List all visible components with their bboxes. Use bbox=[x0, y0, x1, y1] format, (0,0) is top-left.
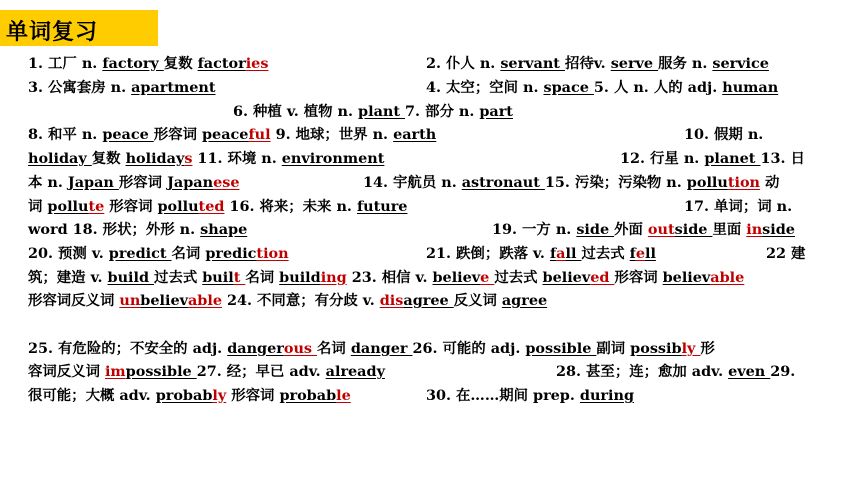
answer-suffix: tion bbox=[256, 245, 289, 262]
answer-suffix: un bbox=[119, 292, 141, 309]
answer-blank: believ bbox=[542, 269, 591, 286]
prompt-text: 23. 相信 v. bbox=[346, 269, 433, 286]
prompt-text: 复数 bbox=[91, 150, 126, 167]
prompt-text: 形容词 bbox=[226, 387, 280, 404]
vocab-line bbox=[766, 244, 805, 264]
answer-blank: Japan bbox=[67, 174, 119, 191]
prompt-text: 30. 在……期间 prep. bbox=[426, 387, 580, 404]
answer-blank: future bbox=[356, 198, 408, 215]
prompt-text: 招待v. bbox=[564, 55, 611, 72]
prompt-text: 形容词 bbox=[118, 174, 168, 191]
page-title: 单词复习 bbox=[6, 20, 99, 45]
answer-blank: space bbox=[543, 79, 594, 96]
prompt-text: 动 bbox=[760, 174, 780, 191]
answer-suffix: ous bbox=[283, 340, 318, 357]
vocab-line bbox=[28, 197, 407, 217]
prompt-text: 形容词 bbox=[104, 198, 158, 215]
answer-suffix: im bbox=[104, 363, 126, 380]
answer-suffix: a bbox=[556, 245, 566, 262]
answer-suffix: ese bbox=[213, 174, 240, 191]
vocab-line bbox=[28, 362, 385, 382]
answer-blank: holiday bbox=[28, 150, 92, 167]
answer-suffix: te bbox=[88, 198, 105, 215]
answer-suffix: ies bbox=[245, 55, 269, 72]
answer-blank: factor bbox=[197, 55, 246, 72]
answer-blank: predic bbox=[205, 245, 257, 262]
answer-suffix: ted bbox=[198, 198, 225, 215]
prompt-text: 29. bbox=[770, 363, 796, 380]
answer-suffix: out bbox=[647, 221, 675, 238]
answer-blank: part bbox=[479, 103, 513, 120]
answer-blank: human bbox=[722, 79, 779, 96]
answer-blank: peace bbox=[102, 126, 154, 143]
answer-suffix: ly bbox=[212, 387, 227, 404]
answer-blank: believ bbox=[662, 269, 711, 286]
vocab-line bbox=[620, 149, 805, 169]
answer-blank: already bbox=[325, 363, 385, 380]
vocab-line bbox=[556, 362, 795, 382]
vocab-line bbox=[363, 173, 779, 193]
prompt-text: 12. 行星 n. bbox=[620, 150, 705, 167]
prompt-text: 25. 有危险的；不安全的 adj. bbox=[28, 340, 228, 357]
vocab-line bbox=[28, 244, 289, 264]
prompt-text: 24. 不同意；有分歧 v. bbox=[221, 292, 380, 309]
answer-blank: f bbox=[549, 245, 557, 262]
answer-blank: build bbox=[107, 269, 155, 286]
answer-blank: possib bbox=[630, 340, 682, 357]
answer-suffix: s bbox=[184, 150, 193, 167]
prompt-text: 6. 种植 v. 植物 n. bbox=[233, 103, 359, 120]
answer-blank: buil bbox=[202, 269, 234, 286]
answer-blank: plant bbox=[358, 103, 406, 120]
prompt-text: 容词反义词 bbox=[28, 363, 105, 380]
answer-blank: danger bbox=[227, 340, 284, 357]
answer-blank: apartment bbox=[131, 79, 216, 96]
vocab-line bbox=[426, 244, 656, 264]
prompt-text: 副词 bbox=[596, 340, 631, 357]
answer-blank: planet bbox=[704, 150, 761, 167]
vocab-line bbox=[426, 78, 778, 98]
answer-suffix: ed bbox=[590, 269, 615, 286]
prompt-text: 过去式 bbox=[494, 269, 543, 286]
prompt-text: 筑；建造 v. bbox=[28, 269, 108, 286]
prompt-text: 形容词 bbox=[614, 269, 663, 286]
vocab-line bbox=[492, 220, 795, 240]
vocab-line bbox=[28, 173, 239, 193]
answer-blank: Japan bbox=[167, 174, 214, 191]
answer-blank: believ bbox=[140, 292, 188, 309]
answer-suffix: in bbox=[746, 221, 763, 238]
prompt-text: 17. 单词；词 n. bbox=[684, 198, 793, 215]
prompt-text: 反义词 bbox=[453, 292, 502, 309]
answer-blank: ll bbox=[565, 245, 582, 262]
prompt-text: 28. 甚至；连；愈加 adv. bbox=[556, 363, 729, 380]
answer-blank: predict bbox=[108, 245, 172, 262]
answer-blank: probab bbox=[279, 387, 337, 404]
prompt-text: 1. 工厂 n. bbox=[28, 55, 103, 72]
vocab-line bbox=[28, 291, 547, 311]
answer-suffix: e bbox=[635, 245, 645, 262]
answer-blank: environment bbox=[281, 150, 385, 167]
prompt-text: 10. 假期 n. bbox=[684, 126, 764, 143]
answer-blank: peace bbox=[201, 126, 249, 143]
prompt-text: 形 bbox=[700, 340, 715, 357]
prompt-text: 形容词反义词 bbox=[28, 292, 120, 309]
prompt-text: 名词 bbox=[171, 245, 206, 262]
vocab-line bbox=[28, 386, 351, 406]
prompt-text: 8. 和平 n. bbox=[28, 126, 103, 143]
prompt-text: 26. 可能的 adj. bbox=[412, 340, 526, 357]
prompt-text: 20. 预测 v. bbox=[28, 245, 109, 262]
vocab-line bbox=[426, 386, 634, 406]
answer-blank: build bbox=[279, 269, 321, 286]
answer-blank: shape bbox=[200, 221, 248, 238]
answer-blank: agree bbox=[403, 292, 454, 309]
vocab-line bbox=[28, 339, 715, 359]
prompt-text: 16. 将来；未来 n. bbox=[224, 198, 357, 215]
prompt-text: 2. 仆人 n. bbox=[426, 55, 501, 72]
answer-suffix: able bbox=[187, 292, 222, 309]
answer-suffix: e bbox=[480, 269, 495, 286]
answer-blank: pollu bbox=[157, 198, 199, 215]
answer-blank: side bbox=[576, 221, 615, 238]
prompt-text: 复数 bbox=[163, 55, 198, 72]
vocab-line bbox=[426, 54, 769, 74]
prompt-text: 外面 bbox=[614, 221, 648, 238]
answer-blank: even bbox=[728, 363, 771, 380]
prompt-text: 形容词 bbox=[153, 126, 202, 143]
answer-blank: pollu bbox=[47, 198, 89, 215]
answer-blank: holiday bbox=[125, 150, 185, 167]
answer-blank: agree bbox=[501, 292, 548, 309]
prompt-text: 名词 bbox=[245, 269, 280, 286]
vocab-line bbox=[684, 197, 792, 217]
prompt-text: 11. 环境 n. bbox=[192, 150, 282, 167]
answer-blank: ll bbox=[644, 245, 656, 262]
answer-blank: pollu bbox=[686, 174, 728, 191]
answer-blank: serve bbox=[610, 55, 659, 72]
answer-suffix: t bbox=[233, 269, 246, 286]
answer-blank: earth bbox=[393, 126, 437, 143]
prompt-text: 服务 n. bbox=[658, 55, 713, 72]
answer-suffix: ful bbox=[248, 126, 271, 143]
answer-blank: probab bbox=[155, 387, 213, 404]
answer-blank: servant bbox=[500, 55, 565, 72]
prompt-text: 过去式 bbox=[154, 269, 203, 286]
vocab-line bbox=[28, 268, 744, 288]
answer-blank: astronaut bbox=[461, 174, 545, 191]
prompt-text: 7. 部分 n. bbox=[405, 103, 480, 120]
answer-blank: f bbox=[629, 245, 636, 262]
answer-suffix: ly bbox=[681, 340, 701, 357]
vocab-line bbox=[233, 102, 513, 122]
prompt-text: word 18. 形状；外形 n. bbox=[28, 221, 201, 238]
answer-suffix: tion bbox=[727, 174, 761, 191]
answer-blank: side bbox=[762, 221, 795, 238]
answer-suffix: ing bbox=[320, 269, 347, 286]
prompt-text: 3. 公寓套房 n. bbox=[28, 79, 132, 96]
prompt-text: 9. 地球；世界 n. bbox=[270, 126, 394, 143]
prompt-text: 14. 宇航员 n. bbox=[363, 174, 462, 191]
vocab-line bbox=[28, 220, 247, 240]
prompt-text: 19. 一方 n. bbox=[492, 221, 577, 238]
prompt-text: 5. 人 n. 人的 adj. bbox=[593, 79, 723, 96]
answer-blank: service bbox=[712, 55, 769, 72]
prompt-text: 13. 日 bbox=[760, 150, 805, 167]
vocab-line bbox=[28, 149, 384, 169]
answer-blank: during bbox=[579, 387, 635, 404]
answer-blank: possible bbox=[525, 340, 597, 357]
answer-suffix: dis bbox=[379, 292, 404, 309]
prompt-text: 22 建 bbox=[766, 245, 806, 262]
prompt-text: 过去式 bbox=[581, 245, 630, 262]
vocab-line bbox=[28, 125, 436, 145]
answer-blank: possible bbox=[125, 363, 197, 380]
prompt-text: 15. 污染；污染物 n. bbox=[544, 174, 687, 191]
answer-blank: factory bbox=[102, 55, 164, 72]
prompt-text: 里面 bbox=[712, 221, 747, 238]
answer-suffix: able bbox=[710, 269, 745, 286]
answer-blank: side bbox=[674, 221, 713, 238]
vocab-line bbox=[684, 125, 763, 145]
prompt-text: 27. 经；早已 adv. bbox=[196, 363, 326, 380]
title-banner bbox=[0, 10, 158, 46]
vocab-line bbox=[28, 78, 216, 98]
prompt-text: 4. 太空；空间 n. bbox=[426, 79, 544, 96]
answer-blank: believ bbox=[432, 269, 481, 286]
prompt-text: 21. 跌倒；跌落 v. bbox=[426, 245, 550, 262]
prompt-text: 词 bbox=[28, 198, 48, 215]
prompt-text: 很可能；大概 adv. bbox=[28, 387, 156, 404]
vocab-line bbox=[28, 54, 268, 74]
answer-blank: danger bbox=[350, 340, 413, 357]
answer-suffix: le bbox=[336, 387, 351, 404]
prompt-text: 本 n. bbox=[28, 174, 68, 191]
prompt-text: 名词 bbox=[317, 340, 351, 357]
